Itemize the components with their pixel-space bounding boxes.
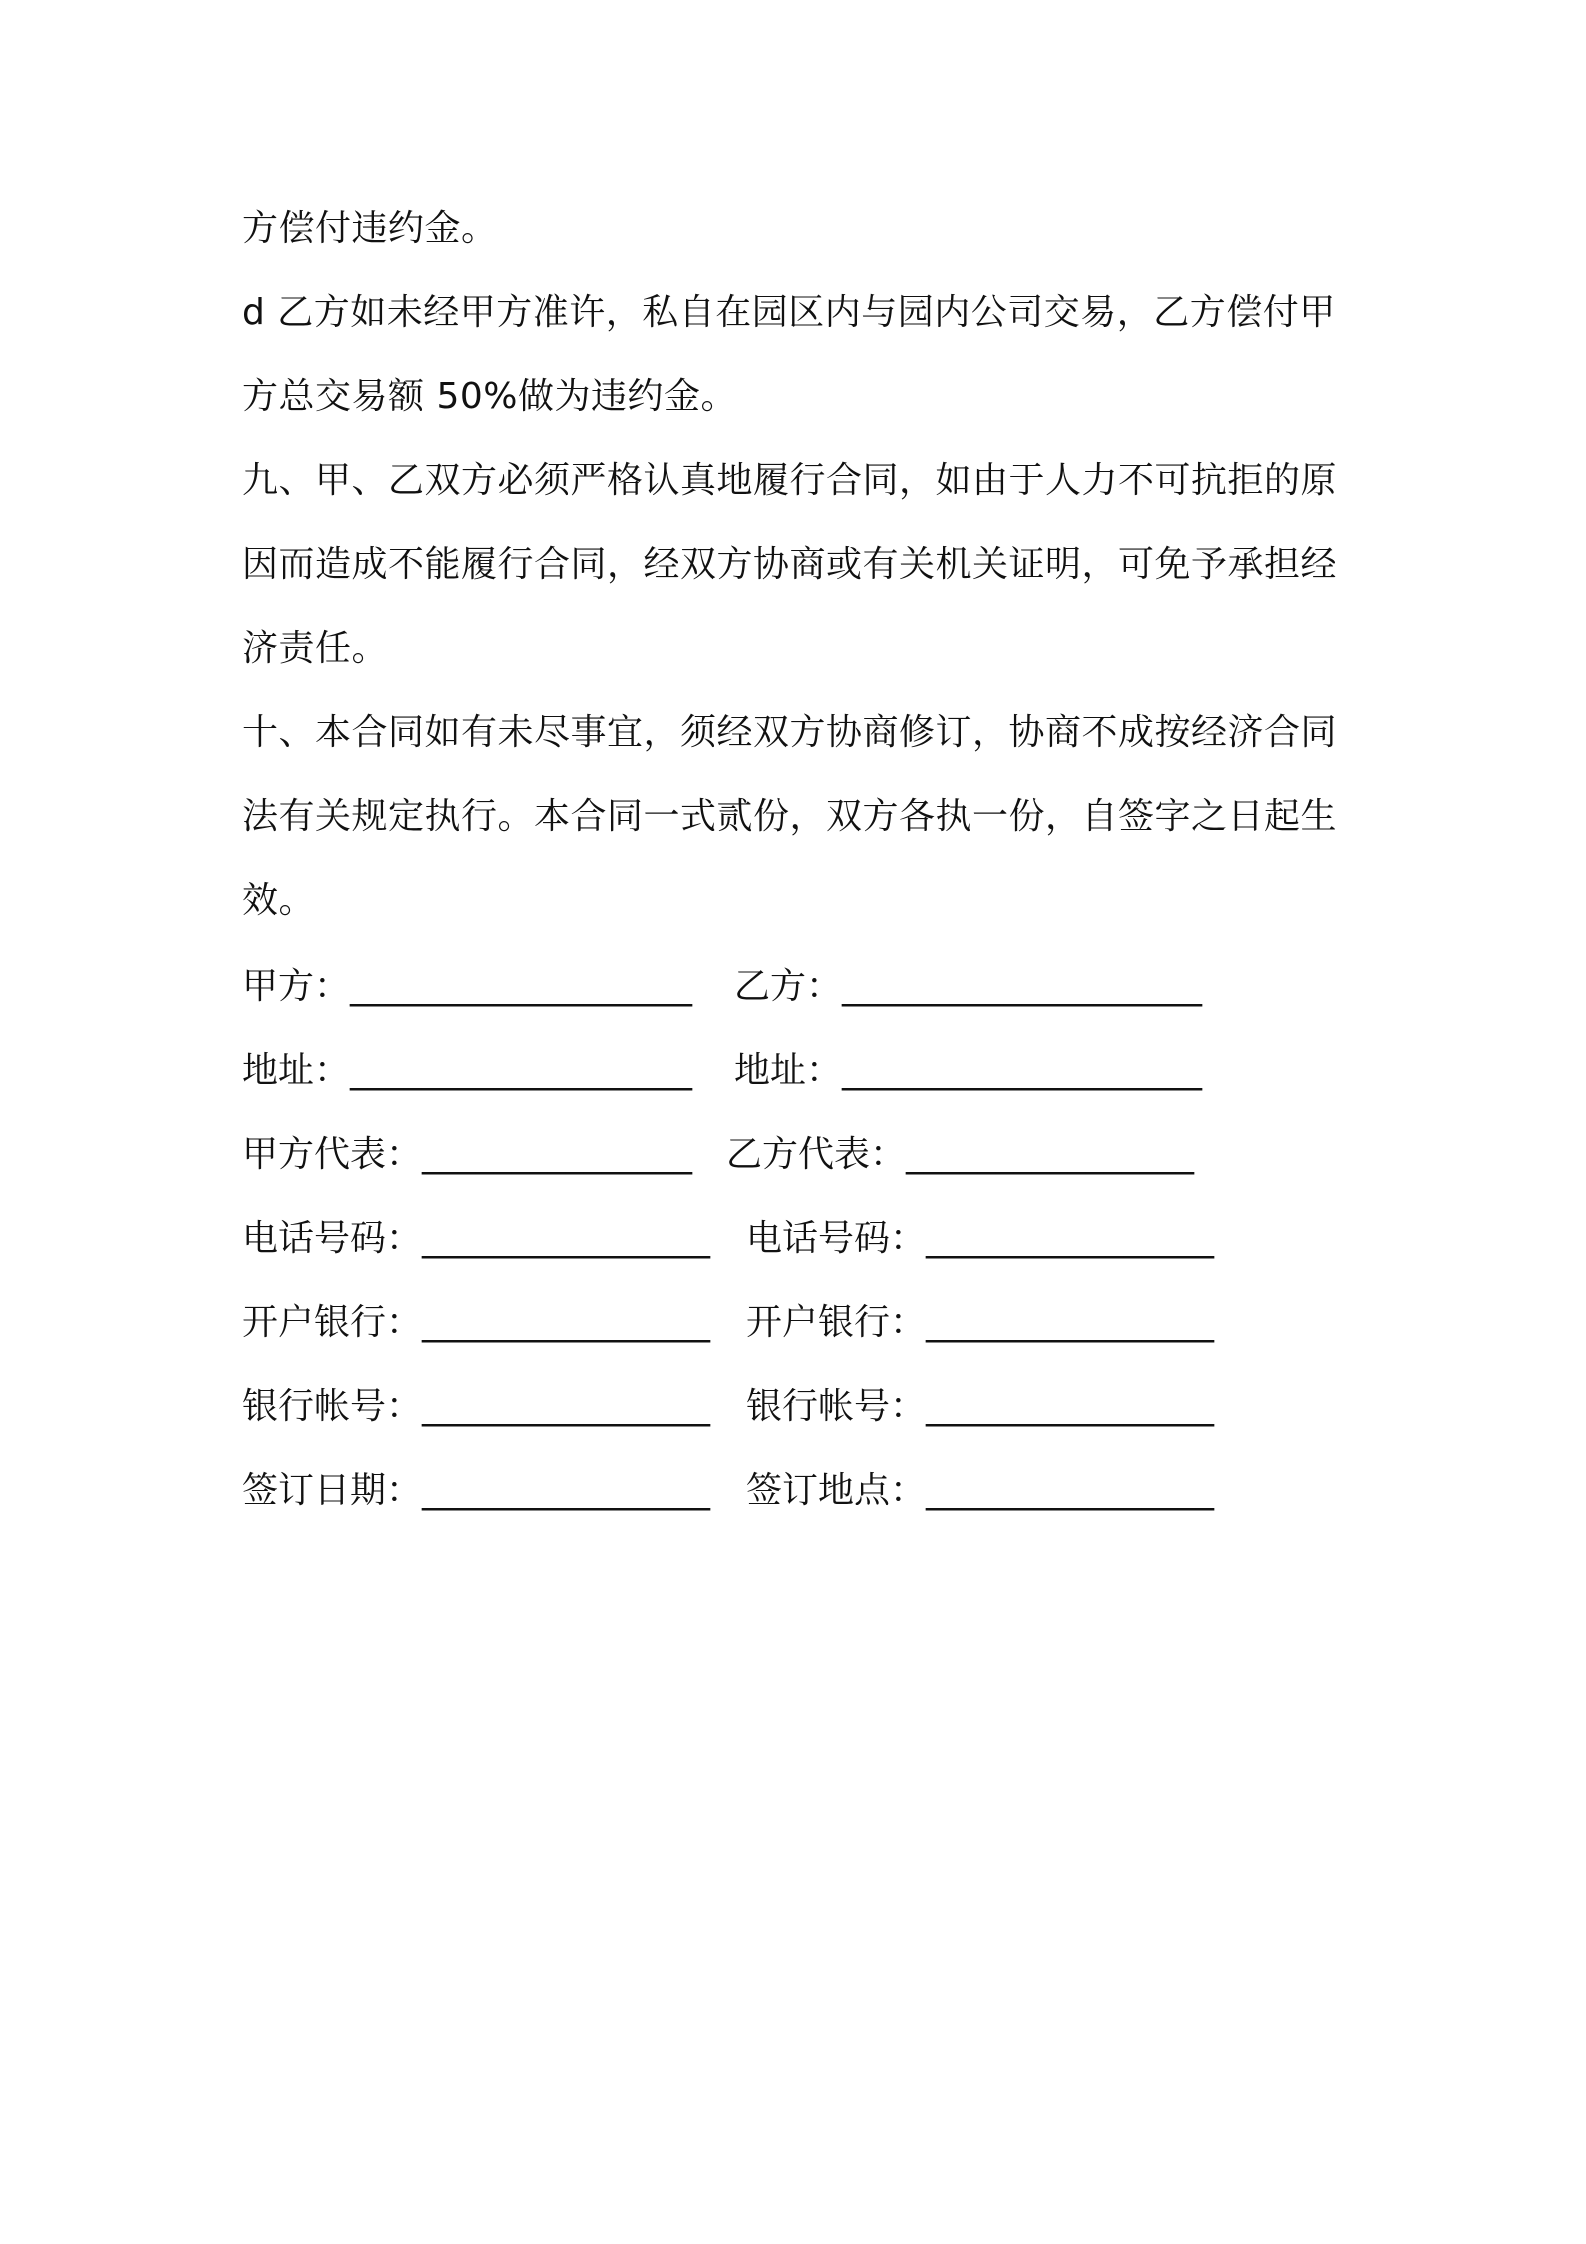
body-line: 因而造成不能履行合同，经双方协商或有关机关证明，可免予承担经 [242, 544, 1338, 585]
body-line: 效。 [242, 880, 316, 921]
party-a-account-field: 银行帐号：________________ [242, 1386, 711, 1427]
body-line: 济责任。 [242, 628, 389, 669]
party-a-bank-field: 开户银行：________________ [242, 1302, 711, 1343]
party-b-bank-field: 开户银行：________________ [746, 1302, 1215, 1343]
party-b-account-field: 银行帐号：________________ [746, 1386, 1215, 1427]
party-a-phone-field: 电话号码：________________ [242, 1218, 711, 1259]
party-a-field: 甲方：___________________ [242, 966, 693, 1007]
signing-date-field: 签订日期：________________ [242, 1470, 711, 1511]
party-a-address-field: 地址：___________________ [242, 1050, 693, 1091]
body-line: 方总交易额 50%做为违约金。 [242, 376, 737, 417]
party-b-representative-field: 乙方代表：________________ [726, 1134, 1195, 1175]
signature-row-date-place [242, 1467, 1215, 1659]
body-line: 法有关规定执行。本合同一式贰份，双方各执一份，自签字之日起生 [242, 796, 1338, 837]
party-b-address-field: 地址：____________________ [734, 1050, 1203, 1091]
signing-place-field: 签订地点：________________ [746, 1470, 1215, 1511]
body-line: d 乙方如未经甲方准许，私自在园区内与园内公司交易，乙方偿付甲 [242, 292, 1336, 333]
body-line: 方偿付违约金。 [242, 208, 498, 249]
body-line: 九、甲、乙双方必须严格认真地履行合同，如由于人力不可抗拒的原 [242, 460, 1338, 501]
party-b-phone-field: 电话号码：________________ [746, 1218, 1215, 1259]
party-a-representative-field: 甲方代表：_______________ [242, 1134, 693, 1175]
party-b-field: 乙方：____________________ [734, 966, 1203, 1007]
body-line: 十、本合同如有未尽事宜，须经双方协商修订，协商不成按经济合同 [242, 712, 1338, 753]
